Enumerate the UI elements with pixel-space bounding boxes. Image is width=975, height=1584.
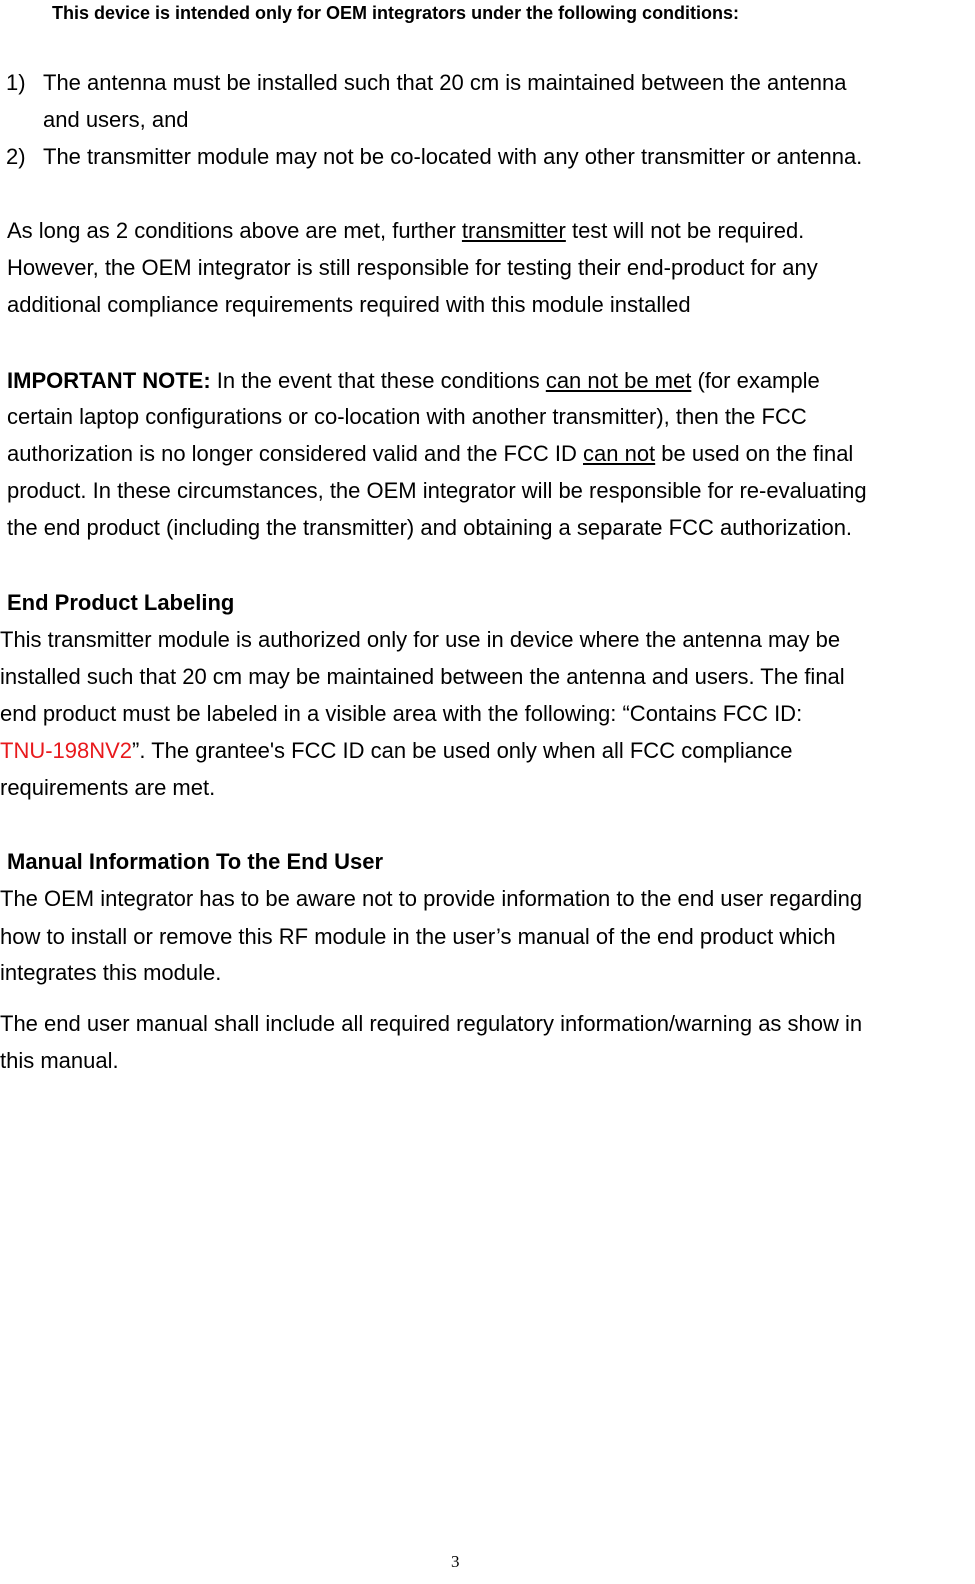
manual-line-4: The end user manual shall include all required regulatory information/warning as show in xyxy=(0,1011,863,1036)
page-number: 3 xyxy=(451,1552,460,1571)
labeling-line-2: installed such that 20 cm may be maintained between the antenna and users. The final xyxy=(0,664,845,689)
manual-line-1: The OEM integrator has to be aware not to provide information to the end user regarding xyxy=(0,886,863,911)
important-line-2: certain laptop configurations or co-location with another transmitter), then the FCC xyxy=(7,404,807,429)
manual-line-2: how to install or remove this RF module in the user’s manual of the end product which xyxy=(0,924,836,949)
important-label: IMPORTANT NOTE: xyxy=(7,368,211,393)
important-text: In the event that these conditions xyxy=(210,368,546,393)
important-text-3a: authorization is no longer considered valid and the FCC ID xyxy=(7,441,583,466)
manual-line-5: this manual. xyxy=(0,1048,119,1073)
labeling-line-4 xyxy=(0,733,792,769)
important-text-3b: be used on the final xyxy=(655,441,854,466)
can-not-be-met-underlined: can not be met xyxy=(545,368,692,393)
important-text-end: (for example xyxy=(691,368,820,393)
page-heading: This device is intended only for OEM integrators under the following conditions: xyxy=(52,3,740,23)
compliance-line-1 xyxy=(7,213,804,249)
condition-1-number: 1) xyxy=(6,70,26,95)
manual-title: Manual Information To the End User xyxy=(7,849,384,874)
fcc-id: TNU-198NV2 xyxy=(0,738,133,763)
compliance-text-end: test will not be required. xyxy=(565,218,805,243)
condition-1-line-1: The antenna must be installed such that 20 cm is maintained between the antenna xyxy=(43,70,847,95)
manual-line-3: integrates this module. xyxy=(0,960,222,985)
labeling-line-5: requirements are met. xyxy=(0,775,216,800)
labeling-line-3: end product must be labeled in a visible area with the following: “Contains FCC ID: xyxy=(0,701,803,726)
important-line-1 xyxy=(7,363,820,399)
compliance-line-3: additional compliance requirements required with this module installed xyxy=(7,292,691,317)
condition-2-line-1: The transmitter module may not be co-located with any other transmitter or antenna. xyxy=(43,144,863,169)
condition-1-line-2: and users, and xyxy=(43,107,189,132)
important-line-5: the end product (including the transmitter) and obtaining a separate FCC authorization. xyxy=(7,515,853,540)
important-line-3 xyxy=(7,436,853,472)
condition-2-number: 2) xyxy=(6,144,26,169)
can-not-underlined: can not xyxy=(583,441,656,466)
compliance-text: As long as 2 conditions above are met, further xyxy=(7,218,462,243)
labeling-text-4: ”. The grantee's FCC ID can be used only when all FCC compliance xyxy=(132,738,793,763)
compliance-line-2: However, the OEM integrator is still responsible for testing their end-product for any xyxy=(7,255,818,280)
labeling-line-1: This transmitter module is authorized only for use in device where the antenna may be xyxy=(0,627,841,652)
transmitter-underlined: transmitter xyxy=(461,218,566,243)
labeling-title: End Product Labeling xyxy=(7,590,235,615)
important-line-4: product. In these circumstances, the OEM integrator will be responsible for re-evaluating xyxy=(7,478,867,503)
